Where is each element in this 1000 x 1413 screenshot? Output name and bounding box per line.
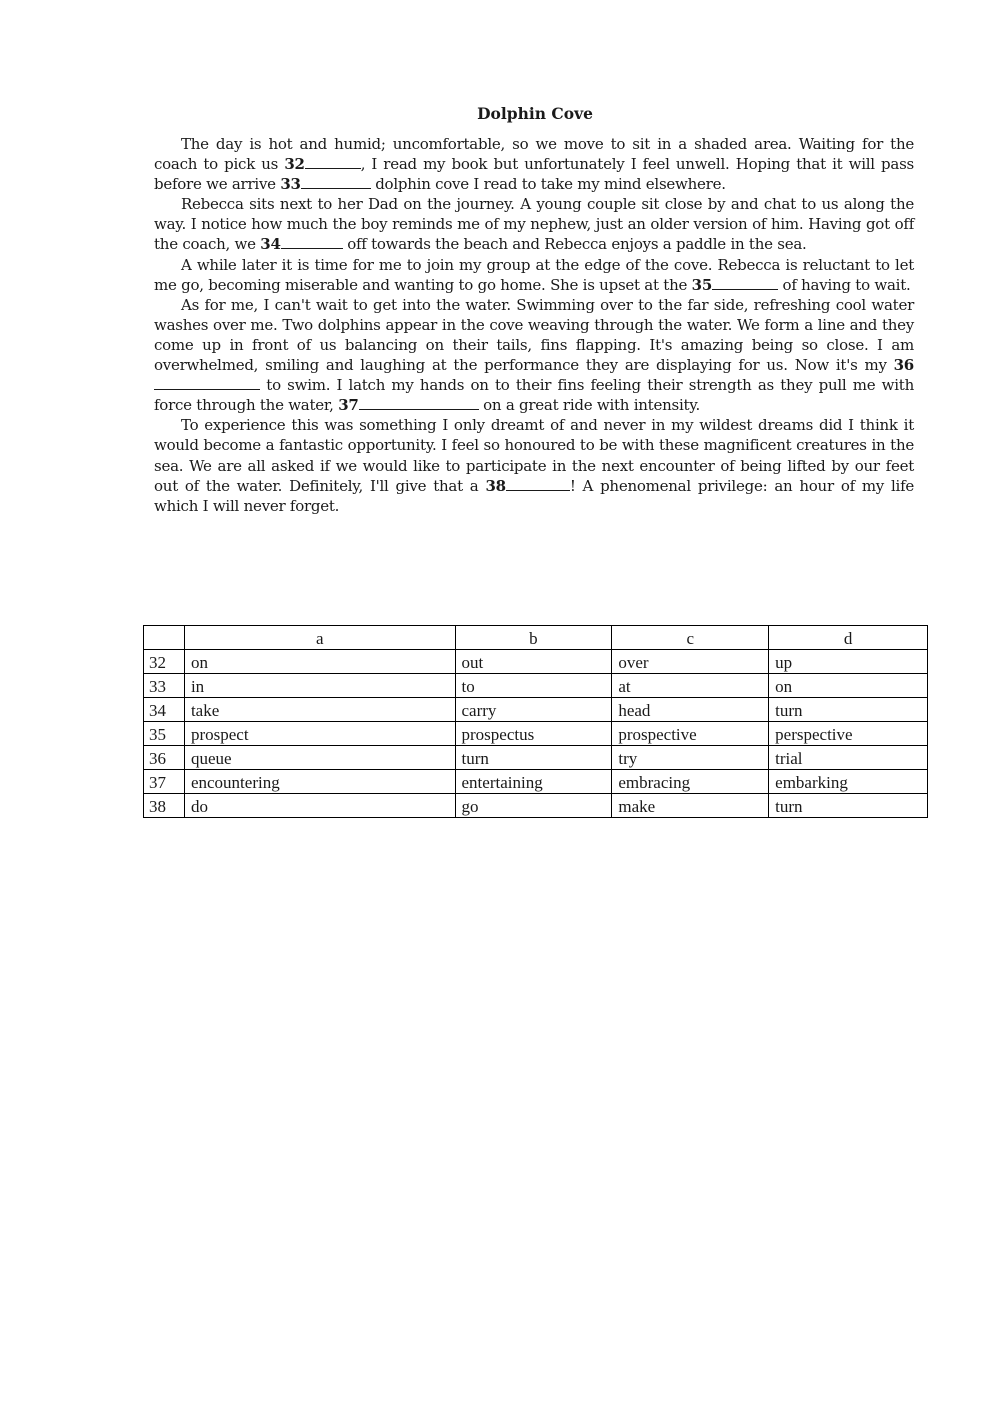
text: To experience this was something I only dreamt of and never in my wildest dreams did I think it would become a fantastic opportunity. I feel so honoured to be with these magnificent creatures in the sea. We are all asked if we would like to participate in the next encounter of being lifted by our feet out of the water. Definitely, I'll give that a [154, 416, 914, 495]
text: As for me, I can't wait to get into the water. Swimming over to the far side, refreshing cool water washes over me. Two dolphins appear in the cove weaving through the water. We form a line and they come up in front of us balancing on their tails, fins flapping. It's amazing being so close. I am overwhelmed, smiling and laughing at the performance they are displaying for us. Now it's my [154, 295, 914, 375]
blank-35[interactable] [712, 275, 778, 290]
option-cell[interactable]: over [612, 650, 769, 674]
option-cell[interactable]: embarking [769, 770, 928, 794]
blank-32[interactable] [305, 154, 361, 169]
text: A while later it is time for me to join my group at the edge of the cove. Rebecca is reluctant to let me go, becoming miserable and wanting to go home. She is upset at the [154, 255, 914, 294]
option-cell[interactable]: on [769, 674, 928, 698]
option-cell[interactable]: trial [769, 746, 928, 770]
header-cell: a [184, 626, 455, 650]
gap-number-37: 37 [338, 396, 359, 415]
text: to swim. I latch my hands on to their fins feeling their strength as they pull me with force through the water, [154, 376, 914, 415]
gap-number-34: 34 [260, 235, 281, 254]
table-row [144, 794, 928, 818]
text: dolphin cove I read to take my mind elsewhere. [370, 175, 726, 194]
paragraph-4 [154, 295, 914, 416]
page-title: Dolphin Cove [477, 104, 593, 123]
table-row [144, 650, 928, 674]
option-cell[interactable]: take [184, 698, 455, 722]
option-cell[interactable]: at [612, 674, 769, 698]
option-cell[interactable]: go [455, 794, 612, 818]
gap-number-32: 32 [284, 155, 305, 174]
option-cell[interactable]: out [455, 650, 612, 674]
gap-number-33: 33 [280, 175, 301, 194]
blank-33[interactable] [301, 174, 371, 189]
option-cell[interactable]: turn [455, 746, 612, 770]
gap-number-36: 36 [893, 356, 914, 375]
header-cell: c [612, 626, 769, 650]
option-cell[interactable]: embracing [612, 770, 769, 794]
option-cell[interactable]: do [184, 794, 455, 818]
text: of having to wait. [778, 275, 911, 294]
passage [154, 134, 914, 516]
question-number: 32 [144, 650, 185, 674]
option-cell[interactable]: up [769, 650, 928, 674]
option-cell[interactable]: in [184, 674, 455, 698]
question-number: 36 [144, 746, 185, 770]
blank-34[interactable] [281, 234, 343, 249]
text: , I read my book but unfortunately I feel unwell. Hoping that it will pass before we arrive [154, 155, 914, 194]
option-cell[interactable]: prospectus [455, 722, 612, 746]
option-cell[interactable]: head [612, 698, 769, 722]
option-cell[interactable]: turn [769, 698, 928, 722]
question-number: 34 [144, 698, 185, 722]
blank-36[interactable] [154, 375, 260, 390]
table-row [144, 674, 928, 698]
option-cell[interactable]: make [612, 794, 769, 818]
question-number: 38 [144, 794, 185, 818]
header-cell: d [769, 626, 928, 650]
option-cell[interactable]: carry [455, 698, 612, 722]
text: ! A phenomenal privilege: an hour of my life which I will never forget. [154, 476, 914, 515]
table-header-row [144, 626, 928, 650]
option-cell[interactable]: prospective [612, 722, 769, 746]
paragraph-2 [154, 194, 914, 254]
option-cell[interactable]: to [455, 674, 612, 698]
table-row [144, 698, 928, 722]
gap-number-35: 35 [691, 275, 713, 294]
question-number: 33 [144, 674, 185, 698]
question-number: 35 [144, 722, 185, 746]
question-number: 37 [144, 770, 185, 794]
option-cell[interactable]: try [612, 746, 769, 770]
answer-options-table [143, 625, 928, 818]
header-cell: b [455, 626, 612, 650]
paragraph-5 [154, 415, 914, 515]
option-cell[interactable]: entertaining [455, 770, 612, 794]
gap-number-38: 38 [485, 476, 506, 495]
text: Rebecca sits next to her Dad on the journey. A young couple sit close by and chat to us along the way. I notice how much the boy reminds me of my nephew, just an older version of him. Having got off the coach, we [154, 195, 914, 254]
table-row [144, 746, 928, 770]
text: off towards the beach and Rebecca enjoys a paddle in the sea. [342, 235, 807, 254]
paragraph-3 [154, 255, 914, 295]
option-cell[interactable]: prospect [184, 722, 455, 746]
option-cell[interactable]: on [184, 650, 455, 674]
option-cell[interactable]: turn [769, 794, 928, 818]
header-cell [144, 626, 185, 650]
paragraph-1 [154, 134, 914, 194]
table-row [144, 722, 928, 746]
blank-37[interactable] [359, 395, 479, 410]
text: The day is hot and humid; uncomfortable, so we move to sit in a shaded area. Waiting for the coach to pick us [154, 135, 914, 174]
option-cell[interactable]: encountering [184, 770, 455, 794]
option-cell[interactable]: perspective [769, 722, 928, 746]
table-row [144, 770, 928, 794]
option-cell[interactable]: queue [184, 746, 455, 770]
blank-38[interactable] [506, 476, 570, 491]
text: on a great ride with intensity. [478, 396, 701, 415]
